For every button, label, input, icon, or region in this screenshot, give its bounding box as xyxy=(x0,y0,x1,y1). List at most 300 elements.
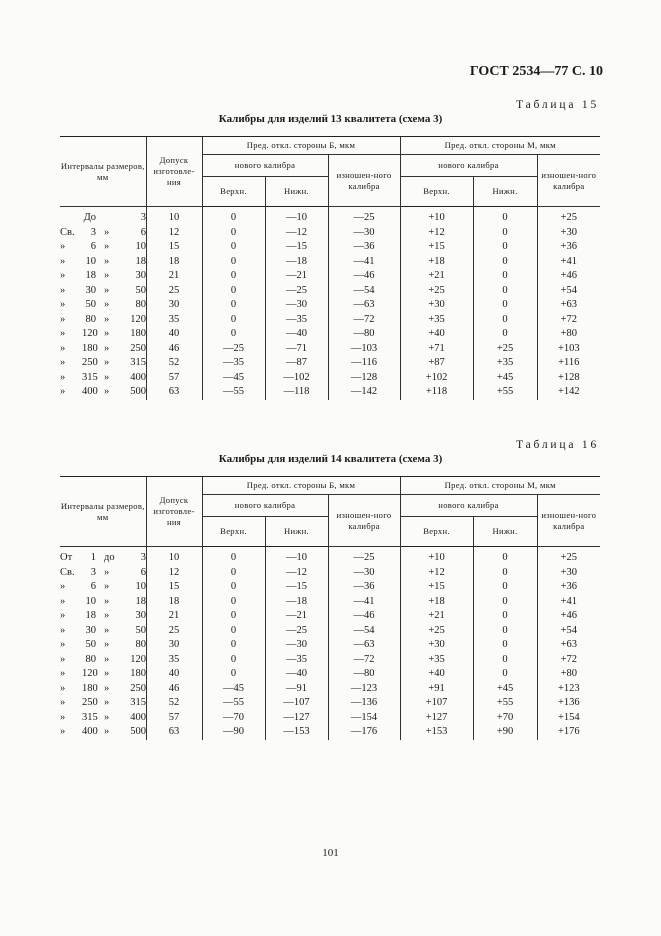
side-m-lower-cell: 0 xyxy=(473,298,537,313)
table-row xyxy=(60,682,600,697)
interval-part: » xyxy=(60,653,66,665)
group-side-b-header: Пред. откл. стороны Б, мкм xyxy=(202,477,400,495)
table-body xyxy=(60,207,600,400)
side-b-lower-cell: —91 xyxy=(265,682,328,697)
tolerance-table-15 xyxy=(60,136,600,400)
side-m-worn-cell: +30 xyxy=(537,566,600,581)
side-b-worn-cell: —25 xyxy=(328,207,400,226)
interval-part: 180 xyxy=(82,342,98,354)
side-m-lower-cell: 0 xyxy=(473,638,537,653)
side-m-upper-cell: +25 xyxy=(400,624,473,639)
side-b-lower-cell: —87 xyxy=(265,356,328,371)
side-b-worn-cell: —142 xyxy=(328,385,400,400)
upper-header: Верхн. xyxy=(202,177,265,207)
table-caption: Калибры для изделий 14 квалитета (схема 3) xyxy=(218,453,443,465)
side-m-upper-cell: +10 xyxy=(400,207,473,226)
table-row xyxy=(60,356,600,371)
side-b-lower-cell: —25 xyxy=(265,624,328,639)
tolerance-cell: 52 xyxy=(146,356,202,371)
table-caption: Калибры для изделий 13 квалитета (схема 3) xyxy=(218,113,443,125)
tolerance-cell: 21 xyxy=(146,609,202,624)
side-b-lower-cell: —15 xyxy=(265,240,328,255)
side-b-lower-cell: —102 xyxy=(265,371,328,386)
group-side-m-header: Пред. откл. стороны М, мкм xyxy=(400,477,600,495)
tolerance-cell: 40 xyxy=(146,667,202,682)
side-m-upper-cell: +12 xyxy=(400,566,473,581)
side-b-upper-cell: 0 xyxy=(202,313,265,328)
side-b-worn-cell: —72 xyxy=(328,653,400,668)
interval-part: 400 xyxy=(82,726,98,737)
interval-part: 30 xyxy=(135,270,146,281)
interval-part: 80 xyxy=(135,299,146,310)
tolerance-cell: 25 xyxy=(146,624,202,639)
interval-part: » xyxy=(60,581,66,592)
side-b-lower-cell: —12 xyxy=(265,566,328,581)
side-m-worn-cell: +72 xyxy=(537,313,600,328)
interval-cell xyxy=(60,624,146,639)
side-b-lower-cell: —118 xyxy=(265,385,328,400)
interval-part: » xyxy=(60,668,66,679)
interval-part: » xyxy=(60,726,66,737)
interval-part: 30 xyxy=(135,610,146,621)
side-m-upper-cell: +10 xyxy=(400,547,473,566)
tolerance-cell: 18 xyxy=(146,255,202,270)
side-m-lower-cell: +45 xyxy=(473,371,537,386)
side-m-worn-cell: +25 xyxy=(537,207,600,226)
table-row xyxy=(60,595,600,610)
interval-part: » xyxy=(60,328,66,339)
table-row xyxy=(60,298,600,313)
table-row xyxy=(60,327,600,342)
interval-cell xyxy=(60,371,146,386)
interval-part: » xyxy=(60,639,66,650)
table-row xyxy=(60,240,600,255)
side-b-worn-cell: —54 xyxy=(328,624,400,639)
side-m-worn-cell: +116 xyxy=(537,356,600,371)
lower-header: Нижн. xyxy=(265,517,328,547)
side-m-worn-cell: +46 xyxy=(537,609,600,624)
side-b-upper-cell: 0 xyxy=(202,269,265,284)
tolerance-cell: 52 xyxy=(146,696,202,711)
tolerance-cell: 15 xyxy=(146,580,202,595)
side-b-upper-cell: 0 xyxy=(202,547,265,566)
side-b-lower-cell: —30 xyxy=(265,298,328,313)
side-m-lower-cell: 0 xyxy=(473,313,537,328)
side-b-lower-cell: —12 xyxy=(265,226,328,241)
tolerance-cell: 57 xyxy=(146,371,202,386)
side-b-worn-cell: —72 xyxy=(328,313,400,328)
side-b-lower-cell: —10 xyxy=(265,207,328,226)
side-m-worn-cell: +72 xyxy=(537,653,600,668)
table-row xyxy=(60,207,600,226)
table-row xyxy=(60,624,600,639)
table-label: Таблица 16 xyxy=(516,439,599,451)
side-b-lower-cell: —127 xyxy=(265,711,328,726)
lower-header: Нижн. xyxy=(473,517,537,547)
interval-part: » xyxy=(60,697,66,708)
interval-part: 10 xyxy=(85,595,96,607)
side-b-lower-cell: —10 xyxy=(265,547,328,566)
interval-part: 400 xyxy=(130,711,146,723)
interval-part: 500 xyxy=(130,726,146,737)
interval-part: 3 xyxy=(140,552,146,563)
side-m-upper-cell: +12 xyxy=(400,226,473,241)
interval-cell xyxy=(60,609,146,624)
interval-part: 120 xyxy=(130,313,146,325)
interval-part: » xyxy=(104,668,110,679)
side-b-worn-cell: —25 xyxy=(328,547,400,566)
side-b-lower-cell: —15 xyxy=(265,580,328,595)
lower-header: Нижн. xyxy=(473,177,537,207)
interval-part: 120 xyxy=(82,668,98,679)
side-m-upper-cell: +21 xyxy=(400,269,473,284)
side-m-upper-cell: +127 xyxy=(400,711,473,726)
interval-cell xyxy=(60,298,146,313)
interval-part: 6 xyxy=(140,566,146,578)
interval-part: » xyxy=(104,342,110,354)
tolerance-cell: 10 xyxy=(146,547,202,566)
interval-part: 315 xyxy=(82,711,98,723)
interval-part: » xyxy=(104,386,110,397)
table-row xyxy=(60,638,600,653)
side-m-worn-cell: +128 xyxy=(537,371,600,386)
side-b-upper-cell: 0 xyxy=(202,255,265,270)
interval-cell xyxy=(60,255,146,270)
side-m-worn-cell: +103 xyxy=(537,342,600,357)
side-m-upper-cell: +30 xyxy=(400,638,473,653)
side-b-upper-cell: —45 xyxy=(202,682,265,697)
tolerance-cell: 10 xyxy=(146,207,202,226)
interval-part: » xyxy=(104,653,110,665)
side-b-upper-cell: 0 xyxy=(202,298,265,313)
interval-part: 3 xyxy=(140,212,146,223)
side-m-worn-cell: +41 xyxy=(537,595,600,610)
table-row xyxy=(60,269,600,284)
worn-gauge-header: изношен-ного калибра xyxy=(537,155,600,207)
interval-part: 250 xyxy=(82,697,98,708)
side-b-upper-cell: —55 xyxy=(202,696,265,711)
interval-part: » xyxy=(60,624,66,636)
side-b-lower-cell: —18 xyxy=(265,255,328,270)
interval-part: » xyxy=(60,595,66,607)
interval-part: до xyxy=(104,552,115,563)
side-b-lower-cell: —35 xyxy=(265,313,328,328)
table-row xyxy=(60,313,600,328)
side-m-lower-cell: 0 xyxy=(473,240,537,255)
table-row xyxy=(60,696,600,711)
interval-part: 80 xyxy=(135,639,146,650)
interval-part: От xyxy=(60,552,73,563)
interval-part: 3 xyxy=(90,566,96,578)
side-m-upper-cell: +35 xyxy=(400,313,473,328)
interval-part: » xyxy=(104,226,110,238)
worn-gauge-header: изношен-ного калибра xyxy=(537,495,600,547)
side-b-upper-cell: 0 xyxy=(202,207,265,226)
interval-cell xyxy=(60,313,146,328)
side-m-worn-cell: +25 xyxy=(537,547,600,566)
side-m-lower-cell: +90 xyxy=(473,725,537,740)
side-m-upper-cell: +18 xyxy=(400,255,473,270)
side-m-lower-cell: +55 xyxy=(473,696,537,711)
side-b-worn-cell: —46 xyxy=(328,609,400,624)
interval-part: » xyxy=(60,270,66,281)
side-m-lower-cell: 0 xyxy=(473,595,537,610)
tolerance-cell: 15 xyxy=(146,240,202,255)
side-b-worn-cell: —154 xyxy=(328,711,400,726)
interval-part: » xyxy=(104,566,110,578)
side-b-worn-cell: —80 xyxy=(328,327,400,342)
side-b-lower-cell: —107 xyxy=(265,696,328,711)
side-b-worn-cell: —63 xyxy=(328,298,400,313)
side-m-worn-cell: +154 xyxy=(537,711,600,726)
side-m-worn-cell: +36 xyxy=(537,240,600,255)
interval-part: 6 xyxy=(140,226,146,238)
interval-cell xyxy=(60,566,146,581)
side-b-upper-cell: 0 xyxy=(202,667,265,682)
interval-part: 180 xyxy=(130,328,146,339)
tolerance-cell: 40 xyxy=(146,327,202,342)
worn-gauge-header: изношен-ного калибра xyxy=(328,495,400,547)
side-m-lower-cell: 0 xyxy=(473,284,537,299)
interval-part: » xyxy=(104,357,110,368)
side-m-lower-cell: +45 xyxy=(473,682,537,697)
tolerance-cell: 46 xyxy=(146,342,202,357)
side-m-upper-cell: +15 xyxy=(400,240,473,255)
side-b-upper-cell: 0 xyxy=(202,595,265,610)
interval-cell xyxy=(60,327,146,342)
side-b-worn-cell: —63 xyxy=(328,638,400,653)
side-m-lower-cell: 0 xyxy=(473,255,537,270)
interval-part: 315 xyxy=(130,697,146,708)
side-b-upper-cell: 0 xyxy=(202,566,265,581)
interval-part: » xyxy=(60,682,66,694)
tolerance-cell: 63 xyxy=(146,725,202,740)
side-b-upper-cell: 0 xyxy=(202,609,265,624)
side-m-upper-cell: +40 xyxy=(400,667,473,682)
interval-part: 400 xyxy=(82,386,98,397)
interval-part: » xyxy=(60,241,66,252)
interval-part: » xyxy=(104,697,110,708)
side-b-lower-cell: —153 xyxy=(265,725,328,740)
side-m-upper-cell: +21 xyxy=(400,609,473,624)
side-b-worn-cell: —176 xyxy=(328,725,400,740)
side-b-lower-cell: —30 xyxy=(265,638,328,653)
side-b-upper-cell: —35 xyxy=(202,356,265,371)
side-b-upper-cell: 0 xyxy=(202,226,265,241)
interval-cell xyxy=(60,342,146,357)
side-m-upper-cell: +91 xyxy=(400,682,473,697)
interval-cell xyxy=(60,240,146,255)
side-m-worn-cell: +136 xyxy=(537,696,600,711)
side-m-lower-cell: 0 xyxy=(473,207,537,226)
interval-part: Св. xyxy=(60,226,75,238)
side-b-lower-cell: —40 xyxy=(265,667,328,682)
side-b-upper-cell: 0 xyxy=(202,653,265,668)
interval-part: » xyxy=(104,270,110,281)
interval-part: » xyxy=(60,610,66,621)
interval-part: 120 xyxy=(82,328,98,339)
side-m-upper-cell: +153 xyxy=(400,725,473,740)
interval-part: 80 xyxy=(85,653,96,665)
table-row xyxy=(60,342,600,357)
tolerance-cell: 35 xyxy=(146,313,202,328)
col-intervals-header: Интервалы размеров, мм xyxy=(60,137,146,207)
side-b-worn-cell: —30 xyxy=(328,566,400,581)
interval-part: » xyxy=(60,357,66,368)
table-row xyxy=(60,609,600,624)
side-b-upper-cell: 0 xyxy=(202,624,265,639)
interval-part: 50 xyxy=(135,624,146,636)
tolerance-cell: 12 xyxy=(146,226,202,241)
tolerance-cell: 57 xyxy=(146,711,202,726)
interval-part: 18 xyxy=(85,270,96,281)
tolerance-cell: 12 xyxy=(146,566,202,581)
side-m-worn-cell: +80 xyxy=(537,667,600,682)
side-m-upper-cell: +18 xyxy=(400,595,473,610)
interval-part: 6 xyxy=(90,241,96,252)
side-b-lower-cell: —35 xyxy=(265,653,328,668)
side-b-upper-cell: 0 xyxy=(202,638,265,653)
side-b-upper-cell: 0 xyxy=(202,327,265,342)
interval-cell xyxy=(60,595,146,610)
tolerance-cell: 21 xyxy=(146,269,202,284)
side-m-upper-cell: +118 xyxy=(400,385,473,400)
table-row xyxy=(60,255,600,270)
table-row xyxy=(60,725,600,740)
side-m-worn-cell: +63 xyxy=(537,298,600,313)
side-m-worn-cell: +54 xyxy=(537,284,600,299)
side-m-upper-cell: +25 xyxy=(400,284,473,299)
side-b-upper-cell: 0 xyxy=(202,284,265,299)
side-m-upper-cell: +30 xyxy=(400,298,473,313)
side-m-lower-cell: 0 xyxy=(473,566,537,581)
interval-part: 250 xyxy=(82,357,98,368)
interval-part: » xyxy=(60,386,66,397)
tolerance-cell: 46 xyxy=(146,682,202,697)
side-b-worn-cell: —136 xyxy=(328,696,400,711)
side-b-worn-cell: —30 xyxy=(328,226,400,241)
interval-part: » xyxy=(60,299,66,310)
worn-gauge-header: изношен-ного калибра xyxy=(328,155,400,207)
interval-part: 10 xyxy=(85,255,96,267)
side-m-worn-cell: +36 xyxy=(537,580,600,595)
interval-cell xyxy=(60,284,146,299)
side-m-lower-cell: 0 xyxy=(473,624,537,639)
side-b-lower-cell: —40 xyxy=(265,327,328,342)
side-b-worn-cell: —36 xyxy=(328,240,400,255)
side-m-lower-cell: 0 xyxy=(473,653,537,668)
interval-part: » xyxy=(104,610,110,621)
group-side-m-header: Пред. откл. стороны М, мкм xyxy=(400,137,600,155)
interval-part: 315 xyxy=(130,357,146,368)
side-m-upper-cell: +102 xyxy=(400,371,473,386)
interval-part: 18 xyxy=(135,255,146,267)
side-b-upper-cell: —25 xyxy=(202,342,265,357)
side-b-lower-cell: —18 xyxy=(265,595,328,610)
side-m-lower-cell: 0 xyxy=(473,226,537,241)
side-b-worn-cell: —123 xyxy=(328,682,400,697)
table-body xyxy=(60,547,600,740)
side-m-lower-cell: +35 xyxy=(473,356,537,371)
interval-part: 50 xyxy=(135,284,146,296)
side-b-lower-cell: —25 xyxy=(265,284,328,299)
table-row xyxy=(60,580,600,595)
interval-part: » xyxy=(104,682,110,694)
side-m-worn-cell: +176 xyxy=(537,725,600,740)
tolerance-cell: 18 xyxy=(146,595,202,610)
interval-part: » xyxy=(104,726,110,737)
interval-part: 315 xyxy=(82,371,98,383)
interval-part: 10 xyxy=(135,241,146,252)
interval-part: До xyxy=(83,212,96,223)
side-b-worn-cell: —116 xyxy=(328,356,400,371)
side-m-lower-cell: +55 xyxy=(473,385,537,400)
new-gauge-header: нового калибра xyxy=(202,155,328,177)
interval-part: » xyxy=(104,241,110,252)
side-m-worn-cell: +123 xyxy=(537,682,600,697)
side-m-upper-cell: +107 xyxy=(400,696,473,711)
side-b-upper-cell: 0 xyxy=(202,580,265,595)
interval-part: » xyxy=(60,284,66,296)
side-m-worn-cell: +41 xyxy=(537,255,600,270)
interval-cell xyxy=(60,547,146,566)
side-m-worn-cell: +142 xyxy=(537,385,600,400)
interval-part: » xyxy=(104,711,110,723)
interval-cell xyxy=(60,682,146,697)
side-m-lower-cell: 0 xyxy=(473,609,537,624)
interval-part: 120 xyxy=(130,653,146,665)
interval-part: 3 xyxy=(90,226,96,238)
side-b-worn-cell: —36 xyxy=(328,580,400,595)
interval-part: » xyxy=(104,255,110,267)
side-m-upper-cell: +40 xyxy=(400,327,473,342)
interval-cell xyxy=(60,653,146,668)
interval-part: » xyxy=(104,595,110,607)
interval-cell xyxy=(60,725,146,740)
side-m-upper-cell: +71 xyxy=(400,342,473,357)
new-gauge-header: нового калибра xyxy=(202,495,328,517)
interval-part: 180 xyxy=(82,682,98,694)
interval-part: » xyxy=(60,342,66,354)
interval-part: » xyxy=(104,581,110,592)
side-m-upper-cell: +87 xyxy=(400,356,473,371)
side-b-lower-cell: —71 xyxy=(265,342,328,357)
interval-cell xyxy=(60,638,146,653)
col-tolerance-header: Допуск изготовле-ния xyxy=(146,477,202,547)
interval-part: 18 xyxy=(85,610,96,621)
interval-part: » xyxy=(104,639,110,650)
side-m-worn-cell: +54 xyxy=(537,624,600,639)
interval-cell xyxy=(60,356,146,371)
interval-part: » xyxy=(104,328,110,339)
side-m-worn-cell: +80 xyxy=(537,327,600,342)
interval-part: » xyxy=(104,299,110,310)
tolerance-cell: 63 xyxy=(146,385,202,400)
table-row xyxy=(60,226,600,241)
side-m-lower-cell: 0 xyxy=(473,580,537,595)
upper-header: Верхн. xyxy=(400,517,473,547)
upper-header: Верхн. xyxy=(400,177,473,207)
side-m-worn-cell: +63 xyxy=(537,638,600,653)
side-b-worn-cell: —54 xyxy=(328,284,400,299)
interval-cell xyxy=(60,696,146,711)
interval-part: » xyxy=(104,284,110,296)
interval-cell xyxy=(60,207,146,226)
table-row xyxy=(60,653,600,668)
new-gauge-header: нового калибра xyxy=(400,155,537,177)
interval-part: 6 xyxy=(90,581,96,592)
interval-part: 30 xyxy=(85,284,96,296)
